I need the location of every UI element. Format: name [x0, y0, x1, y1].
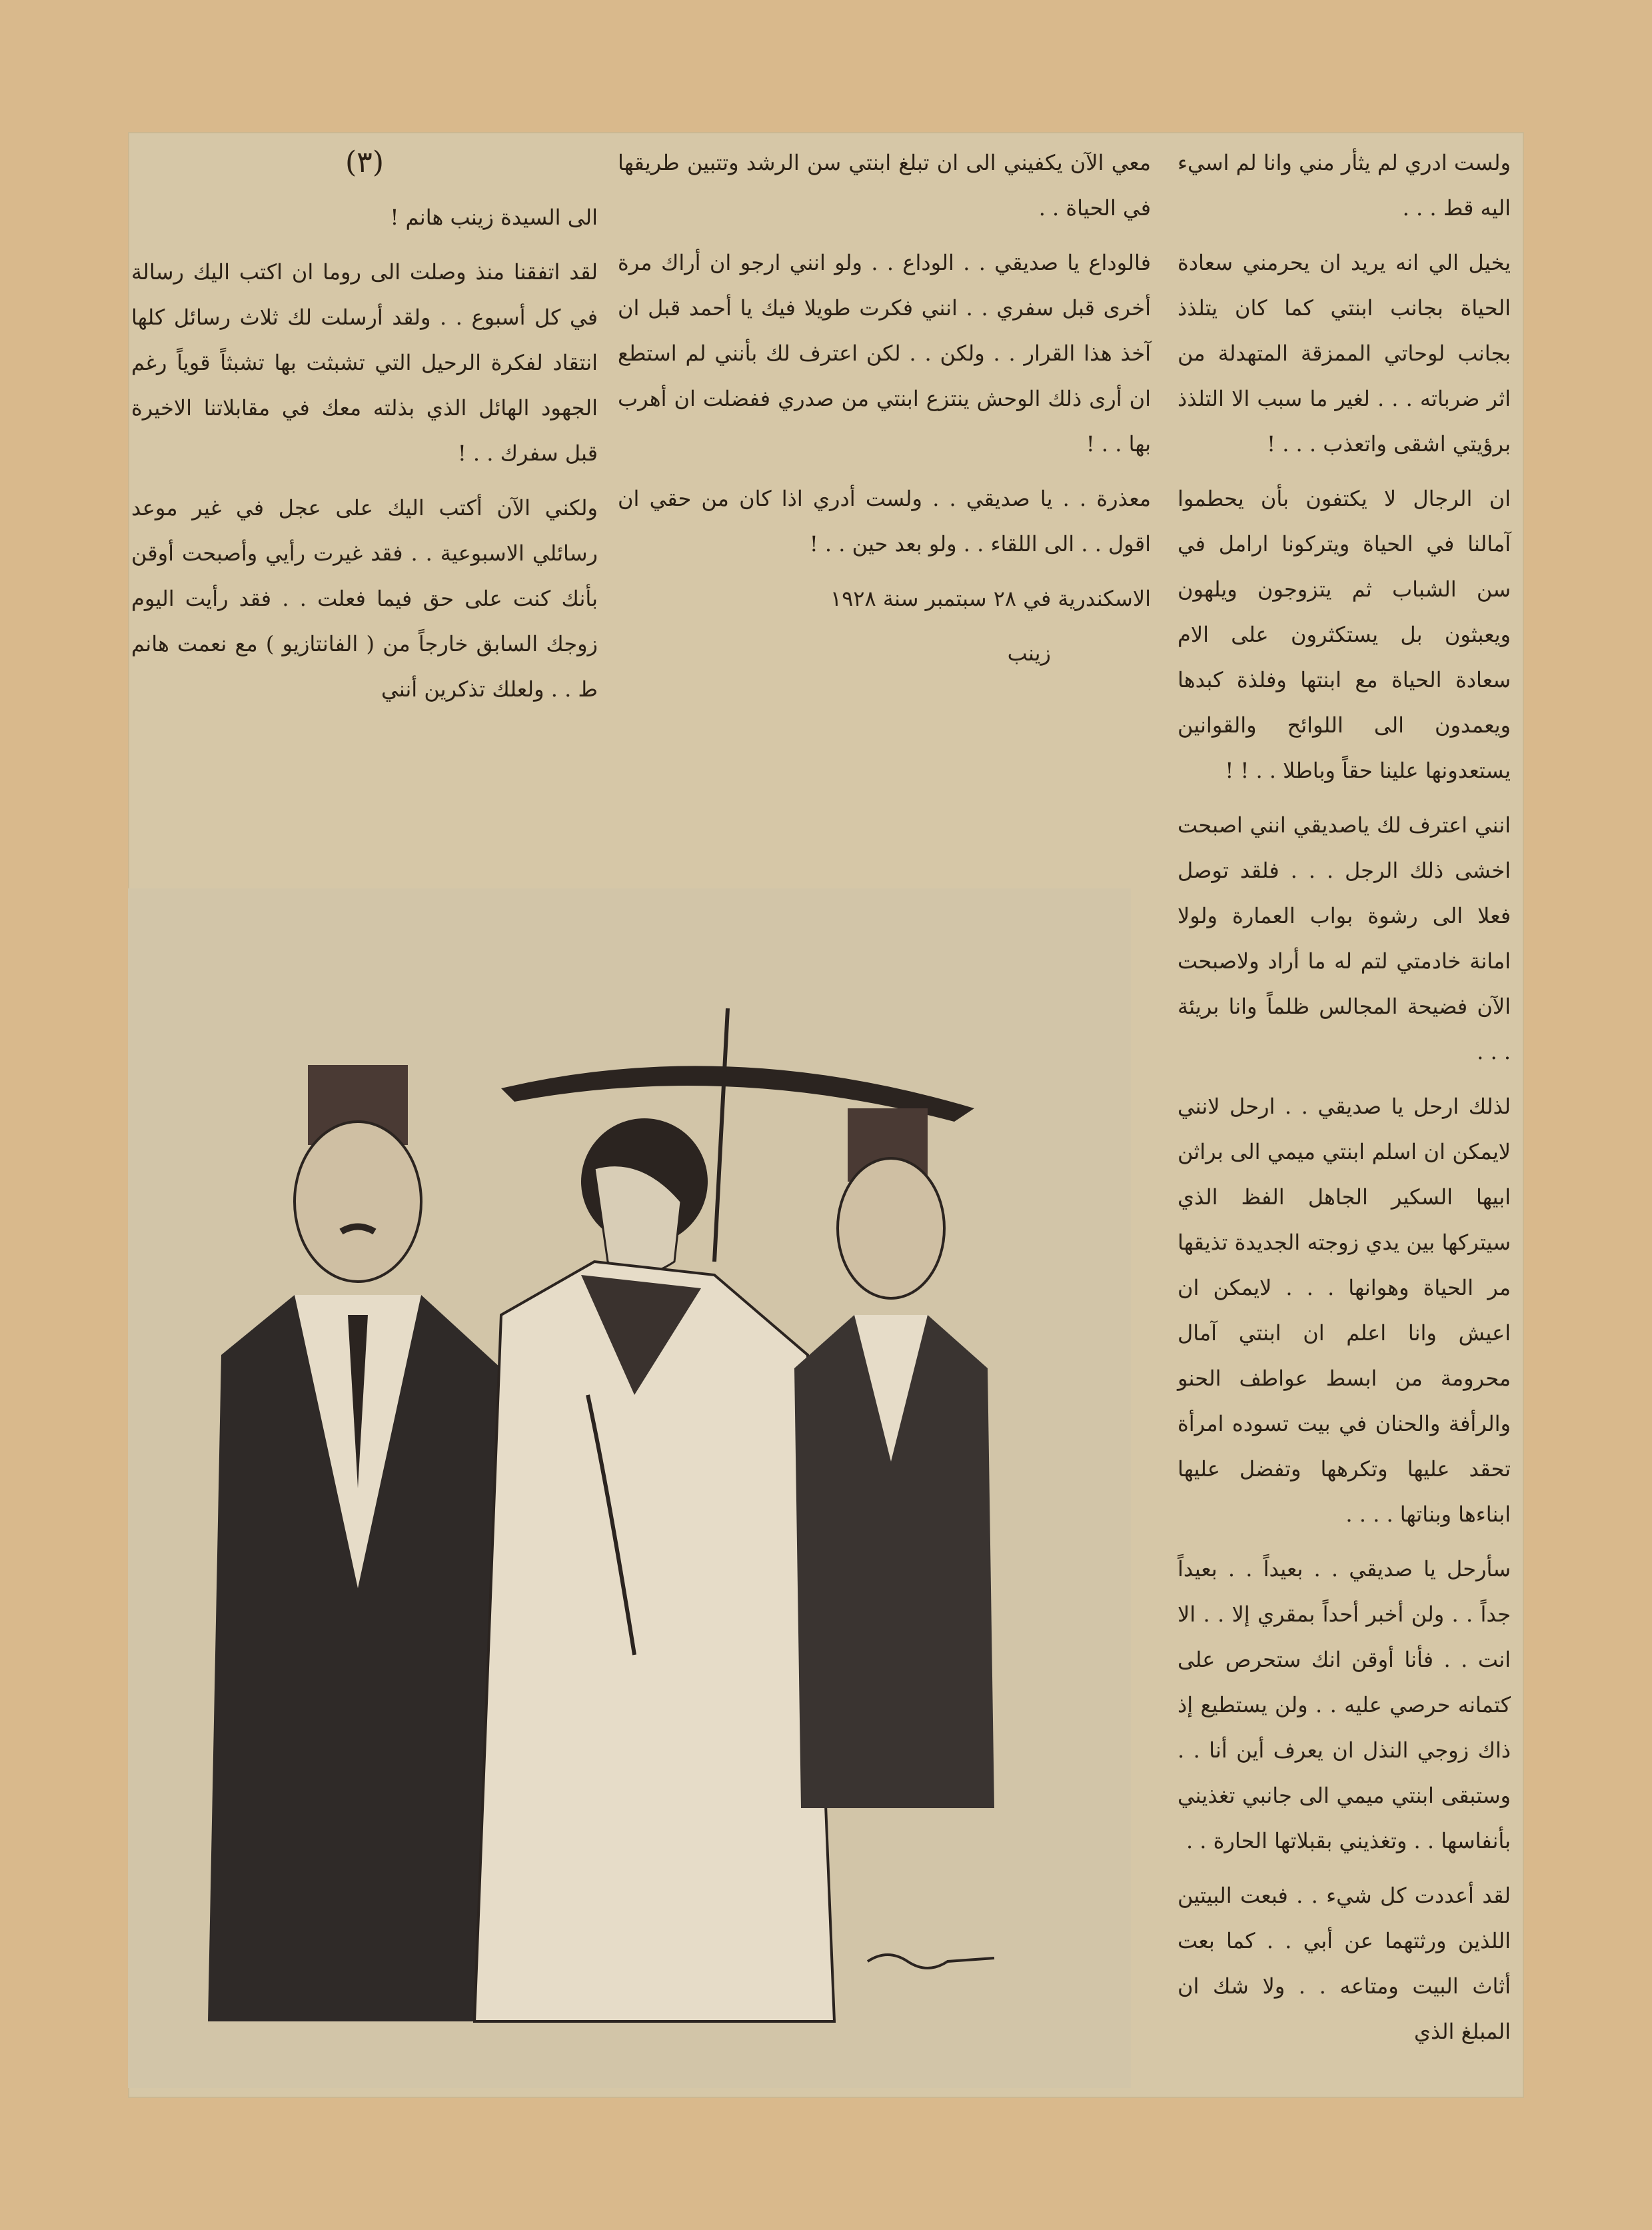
salutation: الى السيدة زينب هانم ! [390, 205, 598, 230]
letter-signature: زينب [1007, 640, 1051, 666]
paragraph: يخيل الي انه يريد ان يحرمني سعادة الحياة بجانب ابنتي كما كان يتلذذ بجانب لوحاتي الممزقة المتهدلة من اثر ضرباته . . . لغير ما سبب الا التلذذ برؤيتي اشقى واتعذب . . . ! [1178, 250, 1511, 457]
paragraph: ولست ادري لم يثأر مني وانا لم اسيء اليه قط . . . [1178, 150, 1511, 221]
paragraph: لقد أعددت كل شيء . . فبعت البيتين اللذين ورثتهما عن أبي . . كما بعت أثاث البيت ومتاعه . . ولا شك ان المبلغ الذي [1178, 1883, 1511, 2044]
paragraph: معي الآن يكفيني الى ان تبلغ ابنتي سن الرشد وتتبين طريقها في الحياة . . [618, 150, 1151, 221]
sketch-woman-with-umbrella-icon [128, 888, 1131, 2088]
letter-date: الاسكندرية في ٢٨ سبتمبر سنة ١٩٢٨ [830, 586, 1151, 611]
paragraph: انني اعترف لك ياصديقي انني اصبحت اخشى ذلك الرجل . . . فلقد توصل فعلا الى رشوة بواب العمارة ولولا امانة خادمتي لتم له ما أراد ولاصبحت الآن فضيحة المجالس ظلماً وانا بريئة . . . [1178, 812, 1511, 1064]
newspaper-page [128, 132, 1524, 2098]
paragraph: فالوداع يا صديقي . . الوداع . . ولو انني ارجو ان أراك مرة أخرى قبل سفري . . انني فكرت طويلا فيك يا أحمد قبل ان آخذ هذا القرار . . ولكن . . لكن اعترف لك بأنني لم استطع ان أرى ذلك الوحش ينتزع ابنتي من صدري ففضلت ان أهرب بها . . ! [618, 250, 1151, 457]
article-column-right [1178, 140, 1511, 2063]
article-column-left [131, 140, 598, 721]
paragraph: لقد اتفقنا منذ وصلت الى روما ان اكتب اليك رسالة في كل أسبوع . . ولقد أرسلت لك ثلاث رسائل كلها انتقاد لفكرة الرحيل التي تشبثت بها تشبثاً قوياً رغم الجهود الهائل الذي بذلته معك في مقابلاتنا الاخيرة قبل سفرك . . ! [131, 259, 598, 466]
article-column-middle [618, 140, 1151, 685]
paragraph: لذلك ارحل يا صديقي . . ارحل لانني لايمكن ان اسلم ابنتي ميمي الى براثن ابيها السكير الجاهل الفظ الذي سيتركها بين يدي زوجته الجديدة تذيقها مر الحياة وهوانها . . . لايمكن ان اعيش وانا اعلم ان ابنتي آمال محرومة من ابسط عواطف الحنو والرأفة والحنان في بيت تسوده امرأة تحقد عليها وتكرهها وتفضل عليها ابناءها وبناتها . . . . [1178, 1094, 1511, 1527]
paragraph: ولكني الآن أكتب اليك على عجل في غير موعد رسائلي الاسبوعية . . فقد غيرت رأيي وأصبحت أوقن بأنك كنت على حق فيما فعلت . . فقد رأيت اليوم زوجك السابق خارجاً من ( الفانتازيو ) مع نعمت هانم ط . . ولعلك تذكرين أنني [131, 495, 598, 702]
paragraph: معذرة . . يا صديقي . . ولست أدري اذا كان من حقي ان اقول . . الى اللقاء . . ولو بعد حين . . ! [618, 486, 1151, 557]
illustration [128, 888, 1131, 2088]
paragraph: سأرحل يا صديقي . . بعيداً . . بعيداً جداً . . ولن أخبر أحداً بمقري إلا . . الا انت . . فأنا أوقن انك ستحرص على كتمانه حرصي عليه . . ولن يستطيع إذ ذاك زوجي النذل ان يعرف أين أنا . . وستبقى ابنتي ميمي الى جانبي تغذيني بأنفاسها . . وتغذيني بقبلاتها الحارة . . [1178, 1556, 1511, 1853]
paragraph: ان الرجال لا يكتفون بأن يحطموا آمالنا في الحياة ويتركونا ارامل في سن الشباب ثم يتزوجون ويلهون ويعبثون بل يستكثرون على الام سعادة الحياة مع ابنتها وفلذة كبدها ويعمدون الى اللوائح والقوانين يستعدونها علينا حقاً وباطلا . . ! ! [1178, 486, 1511, 783]
section-number: (٣) [345, 145, 384, 179]
